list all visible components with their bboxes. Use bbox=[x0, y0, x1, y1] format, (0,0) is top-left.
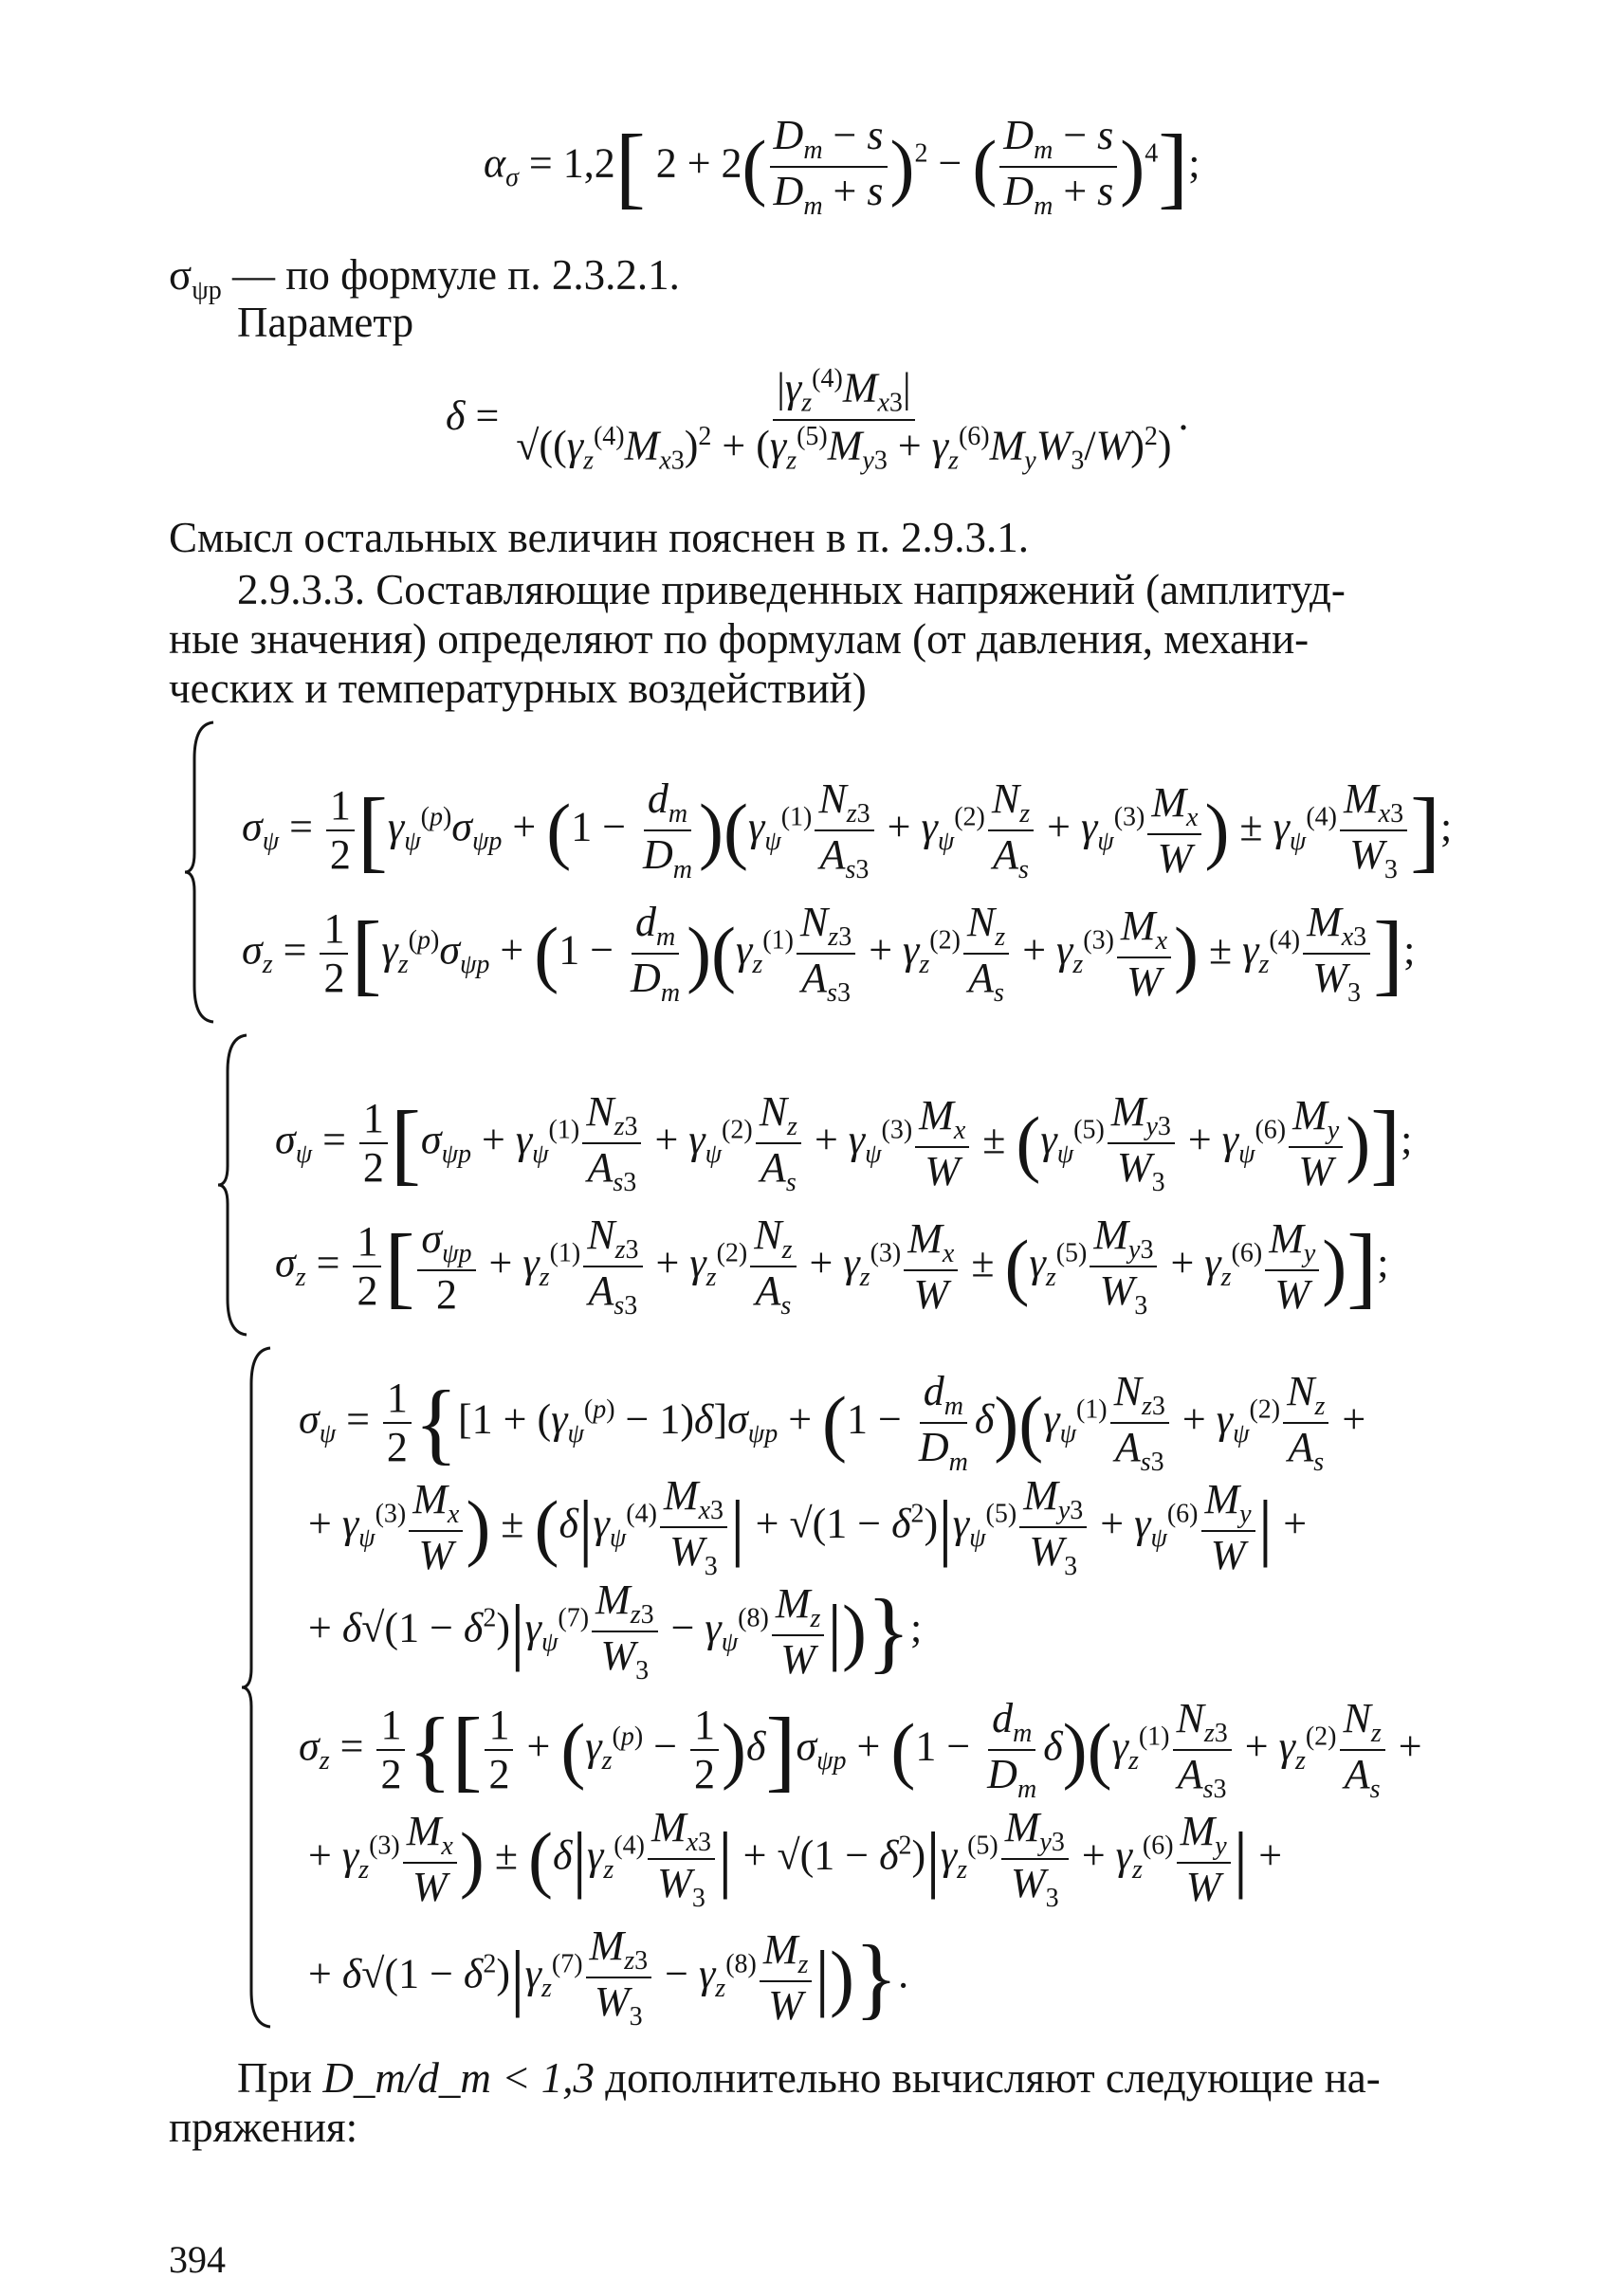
final-text-b: дополнительно вычисляют следующие на- bbox=[594, 2054, 1381, 2102]
paragraph-line-2: ные значения) определяют по формулам (от давления, механи- bbox=[169, 615, 1310, 663]
final-condition: D_m/d_m < 1,3 bbox=[322, 2054, 595, 2102]
sigma-reference-line bbox=[169, 251, 680, 305]
meaning-line: Смысл остальных величин пояснен в п. 2.9.3.1. bbox=[169, 514, 1030, 561]
system1-brace bbox=[185, 720, 223, 1024]
formula-alpha-sigma: $\alpha_\sigma = 1,2$[ 2 + 2( $\frac{D_m - s}{D_m + s}$ )$^2$ − ( $\frac{D_m - s}{D_m + s}$ )$^4$]; bbox=[484, 112, 1200, 221]
system2-brace bbox=[218, 1033, 256, 1337]
sigma-symbol: σ bbox=[169, 251, 192, 299]
paragraph-line-1: 2.9.3.3. Составляющие приведенных напряжений (амплитуд- bbox=[237, 566, 1346, 613]
paragraph-line-3: ческих и температурных воздействий) bbox=[169, 665, 867, 712]
formula-system2-z: $\sigma_z$ = $\frac{1}{2}$ [ $\frac{\sigma_{\psi p}}{2}$ + $\gamma_z^{(1)}$ $\frac{N_{z3}}{A_{s3}}$ + $\gamma_z^{(2)}$ $\frac{N_z}{A_s}$ + $\gamma_z^{(3)}$ $\frac{M_x}{W}$ ± ($\gamma_z^{(5)}$ $\frac{M_{y3}}{W_3}$ + $\gamma_z^{(6)}$ $\frac{M_y}{W}$ )]; bbox=[275, 1212, 1389, 1321]
formula-system1-z: $\sigma_z$ = $\frac{1}{2}$ [$\gamma_z^{(p)}\sigma_{\psi p} + (1$ − $\frac{d_m}{D_m}$ )($\gamma_z^{(1)}$ $\frac{N_{z3}}{A_{s3}}$ + $\gamma_z^{(2)}$ $\frac{N_z}{A_s}$ + $\gamma_z^{(3)}$ $\frac{M_x}{W}$ ) ± $\gamma_z^{(4)}$ $\frac{M_{x3}}{W_3}$ ]; bbox=[242, 899, 1416, 1008]
formula-system3-z-3: + $\delta√(1 - \delta^2)|\gamma_z^{(7)}$ $\frac{M_{z3}}{W_3}$ − $\gamma_z^{(8)}$ $\frac{M_z}{W}$ |)}. bbox=[308, 1922, 909, 2032]
formula-system2-psi: $\sigma_\psi$ = $\frac{1}{2}$ [$\sigma_{\psi p} + \gamma_\psi^{(1)}$ $\frac{N_{z3}}{A_{s3}}$ + $\gamma_\psi^{(2)}$ $\frac{N_z}{A_s}$ + $\gamma_\psi^{(3)}$ $\frac{M_x}{W}$ ± ($\gamma_\psi^{(5)}$ $\frac{M_{y3}}{W_3}$ + $\gamma_\psi^{(6)}$ $\frac{M_y}{W}$ )]; bbox=[275, 1088, 1413, 1197]
formula-system1-psi: $\sigma_\psi$ = $\frac{1}{2}$ [$\gamma_\psi^{(p)}\sigma_{\psi p} + (1$ − $\frac{d_m}{D_m}$ )($\gamma_\psi^{(1)}$ $\frac{N_{z3}}{A_{s3}}$ + $\gamma_\psi^{(2)}$ $\frac{N_z}{A_s}$ + $\gamma_\psi^{(3)}$ $\frac{M_x}{W}$ ) ± $\gamma_\psi^{(4)}$ $\frac{M_{x3}}{W_3}$ ]; bbox=[242, 775, 1453, 884]
system3-brace bbox=[242, 1346, 280, 2029]
formula-system3-psi-2: + $\gamma_\psi^{(3)}$ $\frac{M_x}{W}$ ) ± ($\delta|\gamma_\psi^{(4)}$ $\frac{M_{x3}}{W_3}$ | + $√(1 - \delta^2)|\gamma_\psi^{(5)}$ $\frac{M_{y3}}{W_3}$ + $\gamma_\psi^{(6)}$ $\frac{M_y}{W}$ | + bbox=[308, 1472, 1308, 1581]
formula-system3-psi-3: + $\delta√(1 - \delta^2)|\gamma_\psi^{(7)}$ $\frac{M_{z3}}{W_3}$ − $\gamma_\psi^{(8)}$ $\frac{M_z}{W}$ |)}; bbox=[308, 1576, 923, 1686]
formula-system3-z-1: $\sigma_z$ = $\frac{1}{2}$ {[ $\frac{1}{2}$ + ($\gamma_z^{(p)}$ − $\frac{1}{2}$ )$\delta]\sigma_{\psi p} + (1$ − $\frac{d_m}{D_m}$ $\delta)(\gamma_z^{(1)}$ $\frac{N_{z3}}{A_{s3}}$ + $\gamma_z^{(2)}$ $\frac{N_z}{A_s}$ + bbox=[299, 1695, 1422, 1804]
parameter-label: Параметр bbox=[237, 299, 414, 346]
formula-system3-psi-1: $\sigma_\psi$ = $\frac{1}{2}$ {$[1 + (\gamma_\psi^{(p)} - 1)\delta]\sigma_{\psi p} + (1$ − $\frac{d_m}{D_m}$ $\delta)(\gamma_\psi^{(1)}$ $\frac{N_{z3}}{A_{s3}}$ + $\gamma_\psi^{(2)}$ $\frac{N_z}{A_s}$ + bbox=[299, 1368, 1366, 1477]
sigma-subscript: ψp bbox=[192, 276, 222, 305]
formula-system3-z-2: + $\gamma_z^{(3)}$ $\frac{M_x}{W}$ ) ± ($\delta|\gamma_z^{(4)}$ $\frac{M_{x3}}{W_3}$ | + $√(1 - \delta^2)|\gamma_z^{(5)}$ $\frac{M_{y3}}{W_3}$ + $\gamma_z^{(6)}$ $\frac{M_y}{W}$ | + bbox=[308, 1804, 1283, 1913]
final-line-1 bbox=[237, 2054, 1381, 2102]
final-text-a: При bbox=[237, 2054, 323, 2102]
formula-delta: δ = $\frac{|\gamma_z^{(4)}M_{x3}|}{√((\gamma_z^{(4)}M_{x3})^2 + (\gamma_z^{(5)}M_{y3} + \gamma_z^{(6)}M_yW_3/W)^2)}$ . bbox=[446, 364, 1189, 476]
sigma-reference-text: — по формуле п. 2.3.2.1. bbox=[232, 251, 680, 299]
final-line-2: пряжения: bbox=[169, 2104, 358, 2151]
page-number: 394 bbox=[169, 2238, 226, 2281]
